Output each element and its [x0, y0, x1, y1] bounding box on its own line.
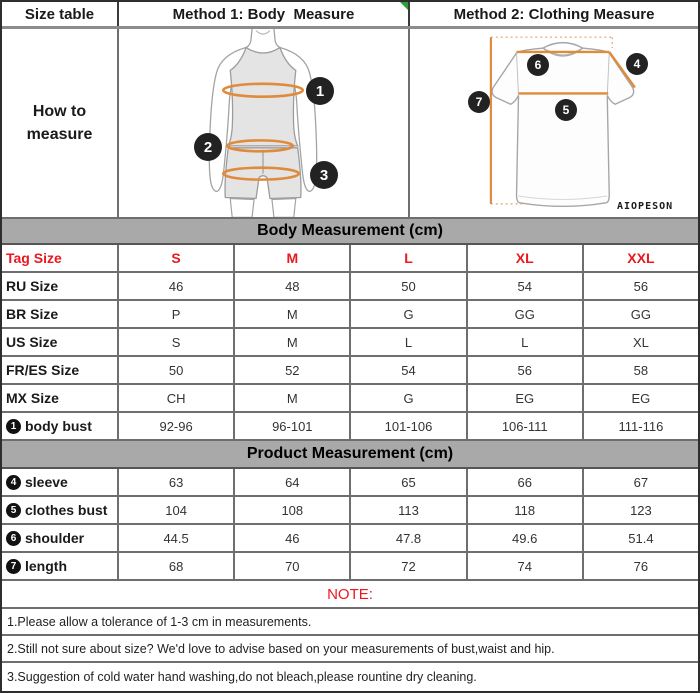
cell-value: EG — [468, 385, 584, 411]
row-label: MX Size — [2, 385, 119, 411]
table-row-body-bust — [2, 413, 698, 441]
header-method1-label: Method 1: Body Measure — [172, 5, 355, 23]
cell-value: G — [351, 301, 467, 327]
cell-corner-marker — [400, 2, 408, 10]
cell-value: 96-101 — [235, 413, 351, 439]
cell-value: L — [351, 329, 467, 355]
product-measurement-title: Product Measurement (cm) — [2, 441, 698, 469]
body-measure-diagram — [119, 29, 410, 217]
cell-value: 72 — [351, 553, 467, 579]
note-item-2: 2.Still not sure about size? We'd love to advise based on your measurements of bust,waist and hip. — [2, 636, 698, 663]
row-label: BR Size — [2, 301, 119, 327]
how-to-measure-label: How to measure — [2, 29, 119, 217]
cell-value: 70 — [235, 553, 351, 579]
badge-1-bust: 1 — [306, 77, 334, 105]
size-col-s: S — [119, 245, 235, 271]
cell-value: 65 — [351, 469, 467, 495]
badge-3-hip: 3 — [310, 161, 338, 189]
row-label: 5 clothes bust — [2, 497, 119, 523]
cell-value: GG — [468, 301, 584, 327]
cell-value: 67 — [633, 474, 649, 490]
badge-1-icon: 1 — [6, 419, 21, 434]
top-header-row — [2, 2, 698, 29]
table-row-br-size — [2, 301, 698, 329]
header-method2: Method 2: Clothing Measure — [453, 5, 655, 23]
badge-4-sleeve: 4 — [626, 53, 648, 75]
cell-value: 123 — [630, 502, 652, 518]
cell-value: 56 — [633, 278, 649, 294]
badge-6-shoulder: 6 — [527, 54, 549, 76]
note-title: NOTE: — [2, 581, 698, 609]
cell-value: EG — [631, 390, 651, 406]
cell-value: 48 — [235, 273, 351, 299]
header-method1 — [119, 2, 410, 26]
cell-value: G — [351, 385, 467, 411]
badge-2-waist: 2 — [194, 133, 222, 161]
cell-value: GG — [630, 306, 652, 322]
tag-size-row — [2, 245, 698, 273]
cell-value: 68 — [119, 553, 235, 579]
cell-value: 113 — [351, 497, 467, 523]
table-row-clothes-bust — [2, 497, 698, 525]
row-label: RU Size — [2, 273, 119, 299]
cell-value: P — [119, 301, 235, 327]
cell-value: 104 — [119, 497, 235, 523]
cell-value: 92-96 — [119, 413, 235, 439]
badge-7-length: 7 — [468, 91, 490, 113]
cell-value: CH — [119, 385, 235, 411]
cell-value: L — [468, 329, 584, 355]
badge-6-icon: 6 — [6, 531, 21, 546]
cell-value: 46 — [235, 525, 351, 551]
cell-value: 51.4 — [628, 530, 654, 546]
badge-5-icon: 5 — [6, 503, 21, 518]
cell-value: 47.8 — [351, 525, 467, 551]
size-col-xl: XL — [468, 245, 584, 271]
illustration-row — [2, 29, 698, 219]
cell-value: 64 — [235, 469, 351, 495]
cell-value: M — [235, 385, 351, 411]
note-item-1: 1.Please allow a tolerance of 1-3 cm in measurements. — [2, 609, 698, 636]
brand-label: AIOPESON — [617, 201, 674, 212]
cell-value: 54 — [351, 357, 467, 383]
cell-value: 108 — [235, 497, 351, 523]
cell-value: 111-116 — [618, 418, 664, 434]
cell-value: 76 — [633, 558, 649, 574]
table-row-mx-size — [2, 385, 698, 413]
cell-value: 44.5 — [119, 525, 235, 551]
size-col-m: M — [235, 245, 351, 271]
cell-value: 54 — [468, 273, 584, 299]
tshirt-illustration — [410, 29, 698, 217]
cell-value: M — [235, 301, 351, 327]
cell-value: 66 — [468, 469, 584, 495]
cell-value: XL — [632, 334, 649, 350]
table-row-fres-size — [2, 357, 698, 385]
cell-value: 74 — [468, 553, 584, 579]
tag-size-label: Tag Size — [2, 245, 119, 271]
cell-value: 106-111 — [468, 413, 584, 439]
cell-value: 58 — [633, 362, 649, 378]
cell-value: 63 — [119, 469, 235, 495]
size-col-l: L — [351, 245, 467, 271]
cell-value: 50 — [119, 357, 235, 383]
table-row-us-size — [2, 329, 698, 357]
cell-value: 101-106 — [351, 413, 467, 439]
row-label: 1 body bust — [2, 413, 119, 439]
table-row-shoulder — [2, 525, 698, 553]
row-label: 4 sleeve — [2, 469, 119, 495]
row-label: 7 length — [2, 553, 119, 579]
cell-value: 56 — [468, 357, 584, 383]
body-figure-illustration — [119, 29, 408, 217]
table-row-length — [2, 553, 698, 581]
row-label: FR/ES Size — [2, 357, 119, 383]
cell-value: 52 — [235, 357, 351, 383]
cell-value: M — [235, 329, 351, 355]
row-label: 6 shoulder — [2, 525, 119, 551]
note-item-3: 3.Suggestion of cold water hand washing,do not bleach,please rountine dry cleaning. — [7, 670, 477, 684]
clothing-measure-diagram — [410, 29, 698, 217]
header-size-table: Size table — [2, 2, 119, 26]
badge-5-bust: 5 — [555, 99, 577, 121]
size-col-xxl: XXL — [627, 250, 655, 266]
table-row-ru-size — [2, 273, 698, 301]
cell-value: S — [119, 329, 235, 355]
body-measurement-title: Body Measurement (cm) — [2, 219, 698, 245]
cell-value: 46 — [119, 273, 235, 299]
badge-7-icon: 7 — [6, 559, 21, 574]
row-label: US Size — [2, 329, 119, 355]
table-row-sleeve — [2, 469, 698, 497]
cell-value: 49.6 — [468, 525, 584, 551]
badge-4-icon: 4 — [6, 475, 21, 490]
cell-value: 118 — [468, 497, 584, 523]
cell-value: 50 — [351, 273, 467, 299]
